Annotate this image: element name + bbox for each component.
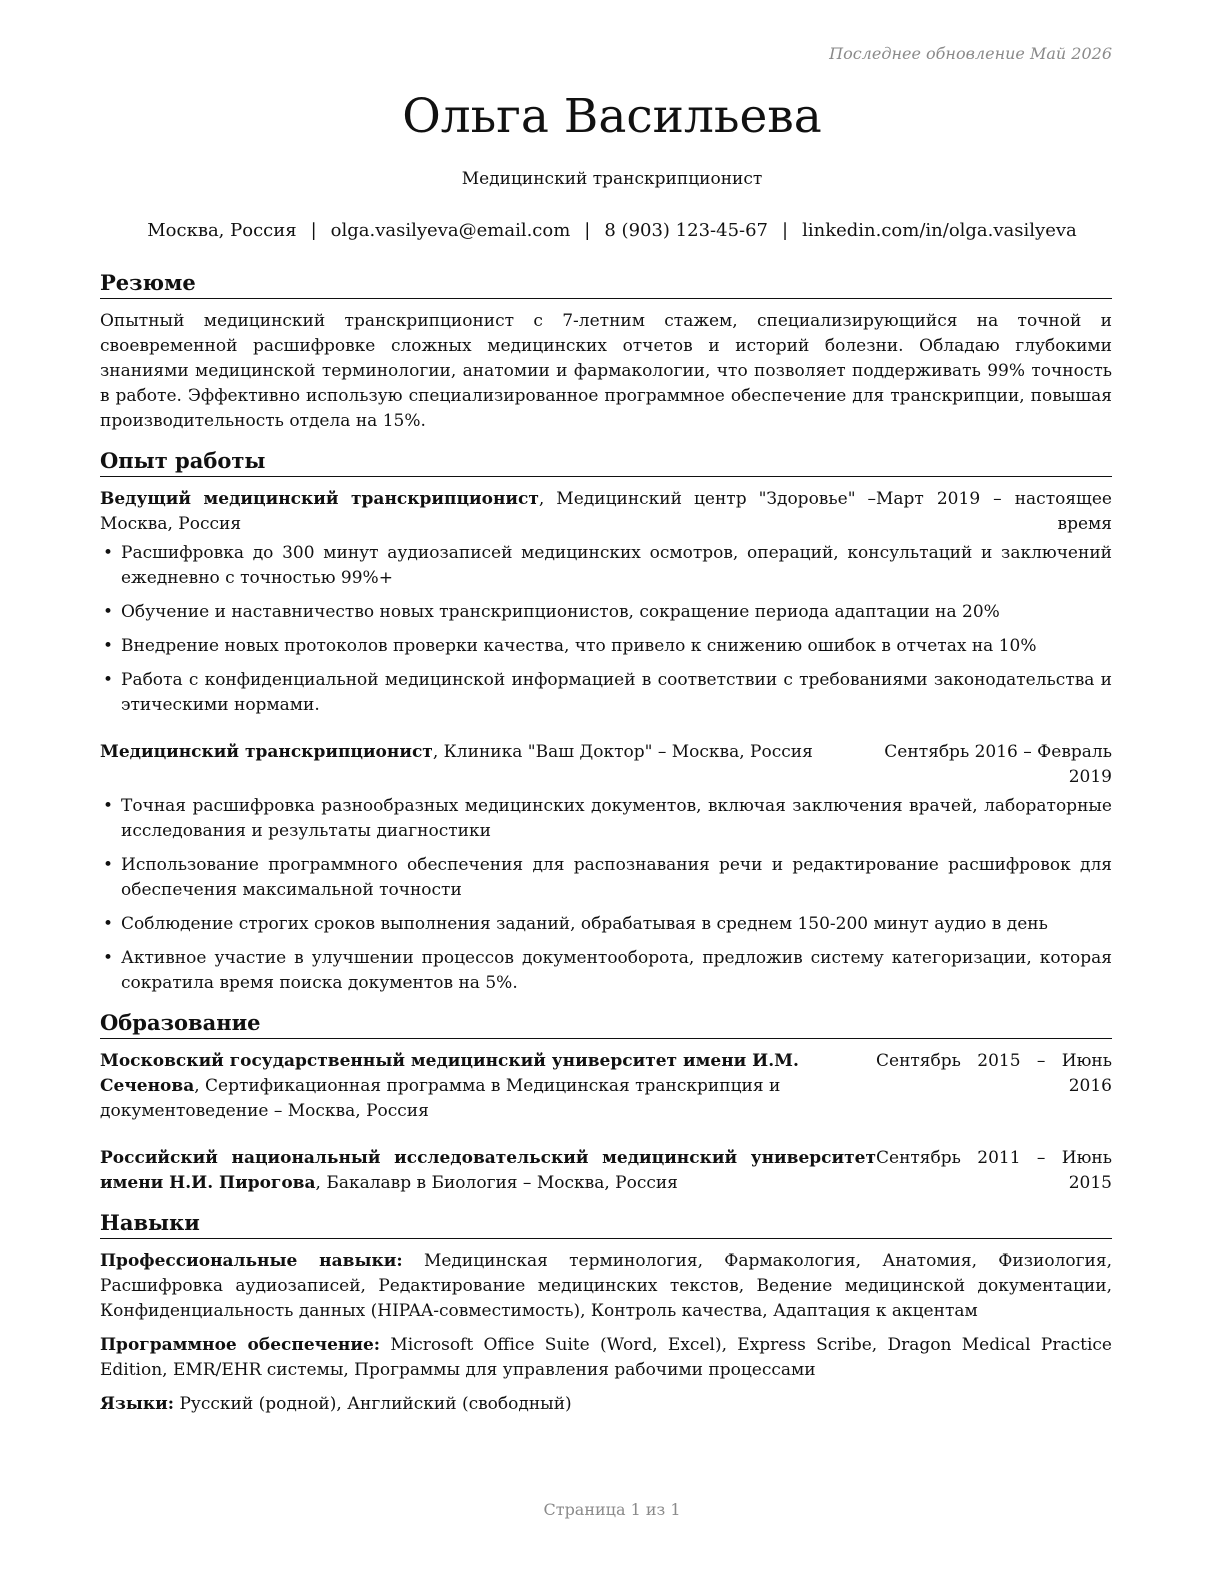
- section-heading-summary: Резюме: [100, 268, 1112, 299]
- contact-separator: |: [584, 220, 591, 241]
- list-item: • Соблюдение строгих сроков выполнения заданий, обрабатывая в среднем 150-200 минут аудио в день: [100, 912, 1112, 937]
- job-entry: [100, 740, 1112, 996]
- last-updated: Последнее обновление Май 2026: [829, 44, 1112, 63]
- contact-location: Москва, Россия: [147, 220, 297, 241]
- skills-text: Русский (родной), Английский (свободный): [174, 1394, 572, 1414]
- skills-professional: [100, 1249, 1112, 1324]
- job-dates: Сентябрь 2016 – Февраль 2019: [884, 742, 1112, 787]
- job-dates: Март 2019 – настоящее время: [876, 489, 1112, 534]
- skills-text: Медицинская терминология, Фармакология, Анатомия, Физиология, Расшифровка аудиозаписей, Редактирование медицинских текстов, Ведение медицинской документации, Конфиденциальность данных (HIPAA-совместимость), Контроль качества, Адаптация к акцентам: [100, 1251, 1112, 1321]
- list-item: • Точная расшифровка разнообразных медицинских документов, включая заключения врачей, лабораторные исследования и результаты диагностики: [100, 794, 1112, 844]
- job-bullets: [100, 794, 1112, 996]
- education-detail: , Сертификационная программа в Медицинская транскрипция и документоведение – Москва, Россия: [100, 1076, 781, 1121]
- section-heading-experience: Опыт работы: [100, 446, 1112, 477]
- job-header: [100, 487, 1112, 537]
- section-heading-skills: Навыки: [100, 1208, 1112, 1239]
- education-school: Московский государственный медицинский университет имени И.М. Сеченова: [100, 1051, 799, 1096]
- job-header: [100, 740, 1112, 790]
- contact-separator: |: [782, 220, 789, 241]
- job-role-line: [100, 740, 880, 765]
- list-item: • Работа с конфиденциальной медицинской информацией в соответствии с требованиями законодательства и этическими нормами.: [100, 668, 1112, 718]
- education-section: [100, 1008, 1112, 1196]
- education-school: Российский национальный исследовательский медицинский университет имени Н.И. Пирогова: [100, 1148, 876, 1193]
- skills-label: Профессиональные навыки:: [100, 1251, 403, 1271]
- education-entry: [100, 1146, 1112, 1196]
- skills-software: [100, 1333, 1112, 1383]
- contact-linkedin[interactable]: linkedin.com/in/olga.vasilyeva: [802, 220, 1077, 241]
- education-school-line: [100, 1049, 876, 1124]
- skills-languages: [100, 1392, 1112, 1417]
- job-organization: , Медицинский центр "Здоровье" – Москва, Россия: [100, 489, 877, 534]
- skills-text: Microsoft Office Suite (Word, Excel), Express Scribe, Dragon Medical Practice Edition, EMR/EHR системы, Программы для управления рабочими процессами: [100, 1335, 1112, 1380]
- candidate-name: Ольга Васильева: [402, 89, 822, 144]
- job-role-line: [100, 487, 876, 537]
- list-item: • Использование программного обеспечения для распознавания речи и редактирование расшифровок для обеспечения максимальной точности: [100, 853, 1112, 903]
- education-school-line: [100, 1146, 876, 1196]
- list-item: • Активное участие в улучшении процессов документооборота, предложив систему категоризации, которая сократила время поиска документов на 5%.: [100, 946, 1112, 996]
- candidate-title: Медицинский транскрипционист: [461, 169, 763, 189]
- list-item: • Расшифровка до 300 минут аудиозаписей медицинских осмотров, операций, консультаций и заключений ежедневно с точностью 99%+: [100, 541, 1112, 591]
- education-dates: Сентябрь 2011 – Июнь 2015: [876, 1148, 1112, 1193]
- contact-email[interactable]: olga.vasilyeva@email.com: [330, 220, 571, 241]
- education-detail: , Бакалавр в Биология – Москва, Россия: [315, 1173, 678, 1193]
- page-number: Страница 1 из 1: [543, 1500, 681, 1519]
- list-item: • Внедрение новых протоколов проверки качества, что привело к снижению ошибок в отчетах на 10%: [100, 634, 1112, 659]
- section-heading-education: Образование: [100, 1008, 1112, 1039]
- skills-section: [100, 1208, 1112, 1417]
- education-entry: [100, 1049, 1112, 1124]
- summary-section: [100, 268, 1112, 434]
- contact-separator: |: [310, 220, 317, 241]
- resume-body: [100, 268, 1112, 1429]
- experience-section: [100, 446, 1112, 996]
- job-bullets: [100, 541, 1112, 718]
- job-role: Медицинский транскрипционист: [100, 742, 433, 762]
- job-organization: , Клиника "Ваш Доктор" – Москва, Россия: [432, 742, 813, 762]
- summary-text: Опытный медицинский транскрипционист с 7-летним стажем, специализирующийся на точной и своевременной расшифровке сложных медицинских отчетов и историй болезни. Обладаю глубокими знаниями медицинской терминологии, анатомии и фармакологии, что позволяет поддерживать 99% точность в работе. Эффективно использую специализированное программное обеспечение для транскрипции, повышая производительность отдела на 15%.: [100, 311, 1112, 431]
- job-entry: [100, 487, 1112, 718]
- list-item: • Обучение и наставничество новых транскрипционистов, сокращение периода адаптации на 20%: [100, 600, 1112, 625]
- contact-phone: 8 (903) 123-45-67: [604, 220, 769, 241]
- skills-label: Языки:: [100, 1394, 175, 1414]
- skills-label: Программное обеспечение:: [100, 1335, 381, 1355]
- education-dates: Сентябрь 2015 – Июнь 2016: [876, 1051, 1112, 1096]
- contact-line: [0, 218, 1224, 244]
- job-role: Ведущий медицинский транскрипционист: [100, 489, 539, 509]
